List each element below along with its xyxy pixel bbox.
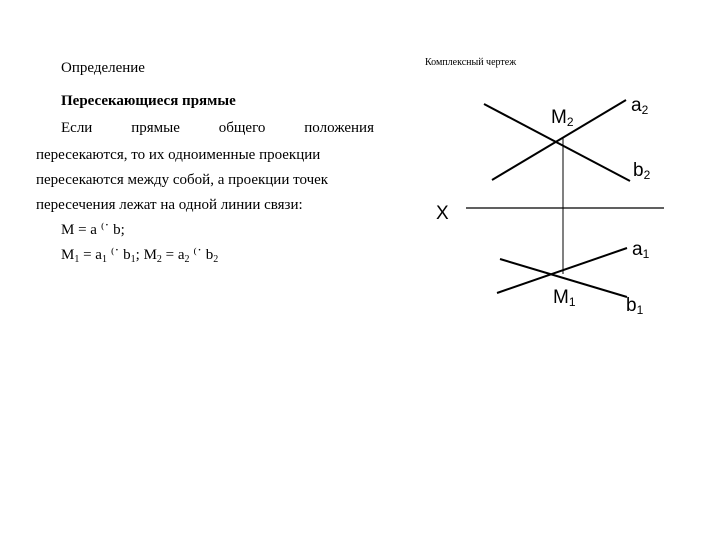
definition-line-4: пересечения лежат на одной линии связи: (36, 197, 303, 213)
label-M1 (553, 287, 576, 309)
label-letter: M (551, 107, 567, 128)
subscript: 1 (101, 254, 107, 265)
drawing-title: Комплексный чертеж (425, 57, 517, 68)
label-subscript: 1 (642, 247, 650, 261)
label-subscript: 1 (568, 295, 576, 309)
word: прямые (131, 120, 180, 136)
definition-heading: Определение (61, 60, 145, 76)
term-title: Пересекающиеся прямые (61, 93, 236, 109)
label-b2 (633, 160, 651, 182)
label-subscript: 2 (643, 168, 651, 182)
subscript: 2 (184, 254, 190, 265)
formula-part: b (205, 247, 214, 263)
definition-line-3: пересекаются между собой, а проекции точек (36, 172, 329, 188)
word: положения (304, 120, 374, 136)
word: Если (61, 120, 93, 136)
label-letter: M (553, 287, 569, 308)
intersection-symbol: ⁽˙ (96, 222, 114, 238)
word: общего (218, 120, 266, 136)
intersection-symbol: ⁽˙ (189, 247, 206, 263)
formula-part: M (61, 247, 75, 263)
subscript: 1 (130, 254, 136, 265)
label-b1 (626, 295, 644, 317)
label-letter: b (633, 160, 644, 181)
formula-part: M = a (61, 222, 97, 238)
label-a2 (631, 95, 649, 117)
label-letter: a (632, 239, 643, 260)
formula-part: = a (161, 247, 185, 263)
formula-part: b; (113, 222, 125, 238)
definition-line-2: пересекаются, то их одноименные проекции (36, 147, 321, 163)
subscript: 2 (156, 254, 162, 265)
label-X: X (436, 203, 449, 224)
label-subscript: 1 (636, 303, 644, 317)
label-a1 (632, 239, 650, 261)
label-subscript: 2 (566, 115, 574, 129)
label-M2 (551, 107, 574, 129)
formula-part: ; M (135, 247, 157, 263)
subscript: 2 (213, 254, 219, 265)
label-letter: b (626, 295, 637, 316)
label-subscript: 2 (641, 103, 649, 117)
subscript: 1 (74, 254, 80, 265)
intersection-symbol: ⁽˙ (106, 247, 124, 263)
formula-part: = a (79, 247, 102, 263)
label-letter: a (631, 95, 642, 116)
formula-part: b (123, 247, 131, 263)
